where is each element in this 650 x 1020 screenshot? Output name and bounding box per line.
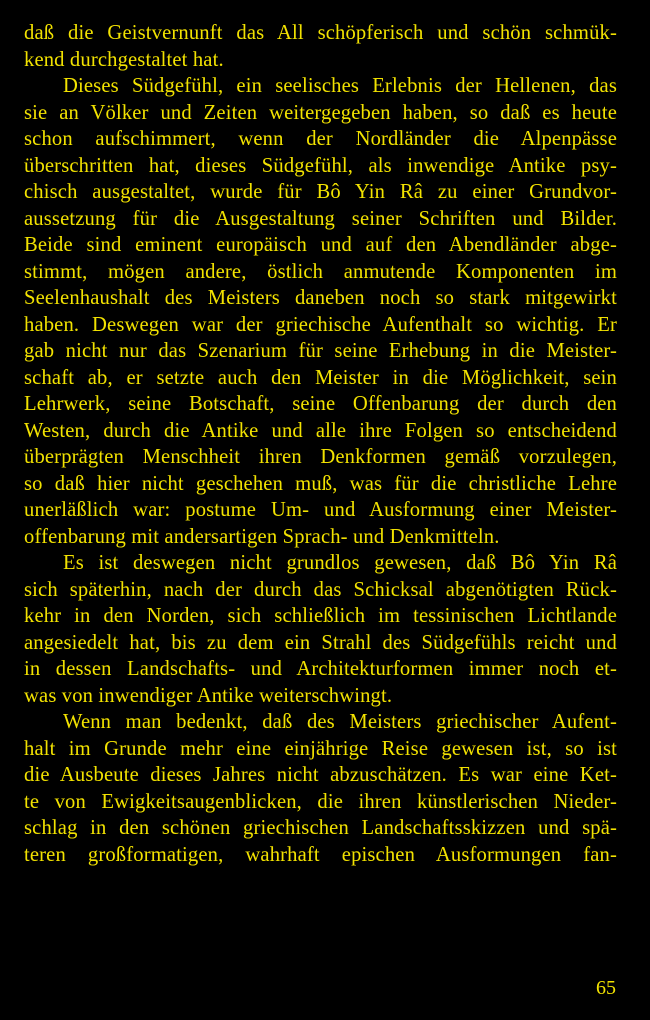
page-number: 65: [596, 977, 616, 999]
text-line: die Ausbeute dieses Jahres nicht abzuschätzen. Es war eine Ket-: [24, 764, 617, 786]
text-line: teren großformatigen, wahrhaft epischen Ausformungen fan-: [24, 843, 617, 866]
text-line: angesiedelt hat, bis zu dem ein Strahl des Südgefühls reicht und: [24, 631, 617, 654]
text-line: chisch ausgestaltet, wurde für Bô Yin Râ zu einer Grundvor-: [24, 181, 617, 203]
text-line: halt im Grunde mehr eine einjährige Reise gewesen ist, so ist: [24, 737, 617, 760]
text-line: so daß hier nicht geschehen muß, was für die christliche Lehre: [24, 472, 617, 495]
text-line: schaft ab, er setzte auch den Meister in die Möglichkeit, sein: [24, 366, 617, 389]
text-line: Seelenhaushalt des Meisters daneben noch so stark mitgewirkt: [24, 287, 617, 309]
text-line: kehr in den Norden, sich schließlich im tessinischen Lichtlande: [24, 605, 617, 627]
text-line: Beide sind eminent europäisch und auf den Abendländer abge-: [24, 234, 617, 256]
text-line: sie an Völker und Zeiten weitergegeben haben, so daß es heute: [24, 101, 617, 124]
text-line: stimmt, mögen andere, östlich anmutende Komponenten im: [24, 260, 617, 283]
text-line: daß die Geistvernunft das All schöpferisch und schön schmük-: [24, 22, 617, 44]
book-page-text: [24, 20, 617, 868]
text-line: überschritten hat, dieses Südgefühl, als inwendige Antike psy-: [24, 154, 617, 177]
text-line: haben. Deswegen war der griechische Aufenthalt so wichtig. Er: [24, 313, 617, 336]
text-line: unerläßlich war: postume Um- und Ausformung einer Meister-: [24, 499, 617, 521]
text-line: Westen, durch die Antike und alle ihre Folgen so entscheidend: [24, 419, 617, 442]
text-line: in dessen Landschafts- und Architekturformen immer noch et-: [24, 658, 617, 680]
paragraph-first-line: Wenn man bedenkt, daß des Meisters griechischer Aufent-: [63, 711, 617, 733]
text-line: überprägten Menschheit ihren Denkformen gemäß vorzulegen,: [24, 446, 617, 468]
text-line: te von Ewigkeitsaugenblicken, die ihren künstlerischen Nieder-: [24, 790, 617, 813]
text-line: aussetzung für die Ausgestaltung seiner Schriften und Bilder.: [24, 207, 617, 230]
text-line: schlag in den schönen griechischen Landschaftsskizzen und spä-: [24, 817, 617, 839]
paragraph-first-line: Es ist deswegen nicht grundlos gewesen, daß Bô Yin Râ: [63, 552, 617, 574]
text-line: Lehrwerk, seine Botschaft, seine Offenbarung der durch den: [24, 393, 617, 415]
text-line: kend durchgestaltet hat.: [24, 48, 224, 71]
text-line: schon aufschimmert, wenn der Nordländer die Alpenpässe: [24, 128, 617, 150]
text-line: was von inwendiger Antike weiterschwingt.: [24, 684, 393, 707]
text-line: gab nicht nur das Szenarium für seine Erhebung in die Meister-: [24, 340, 617, 362]
text-line: sich späterhin, nach der durch das Schicksal abgenötigten Rück-: [24, 578, 617, 601]
text-line: offenbarung mit andersartigen Sprach- und Denkmitteln.: [24, 525, 500, 548]
paragraph-first-line: Dieses Südgefühl, ein seelisches Erlebnis der Hellenen, das: [63, 75, 617, 97]
